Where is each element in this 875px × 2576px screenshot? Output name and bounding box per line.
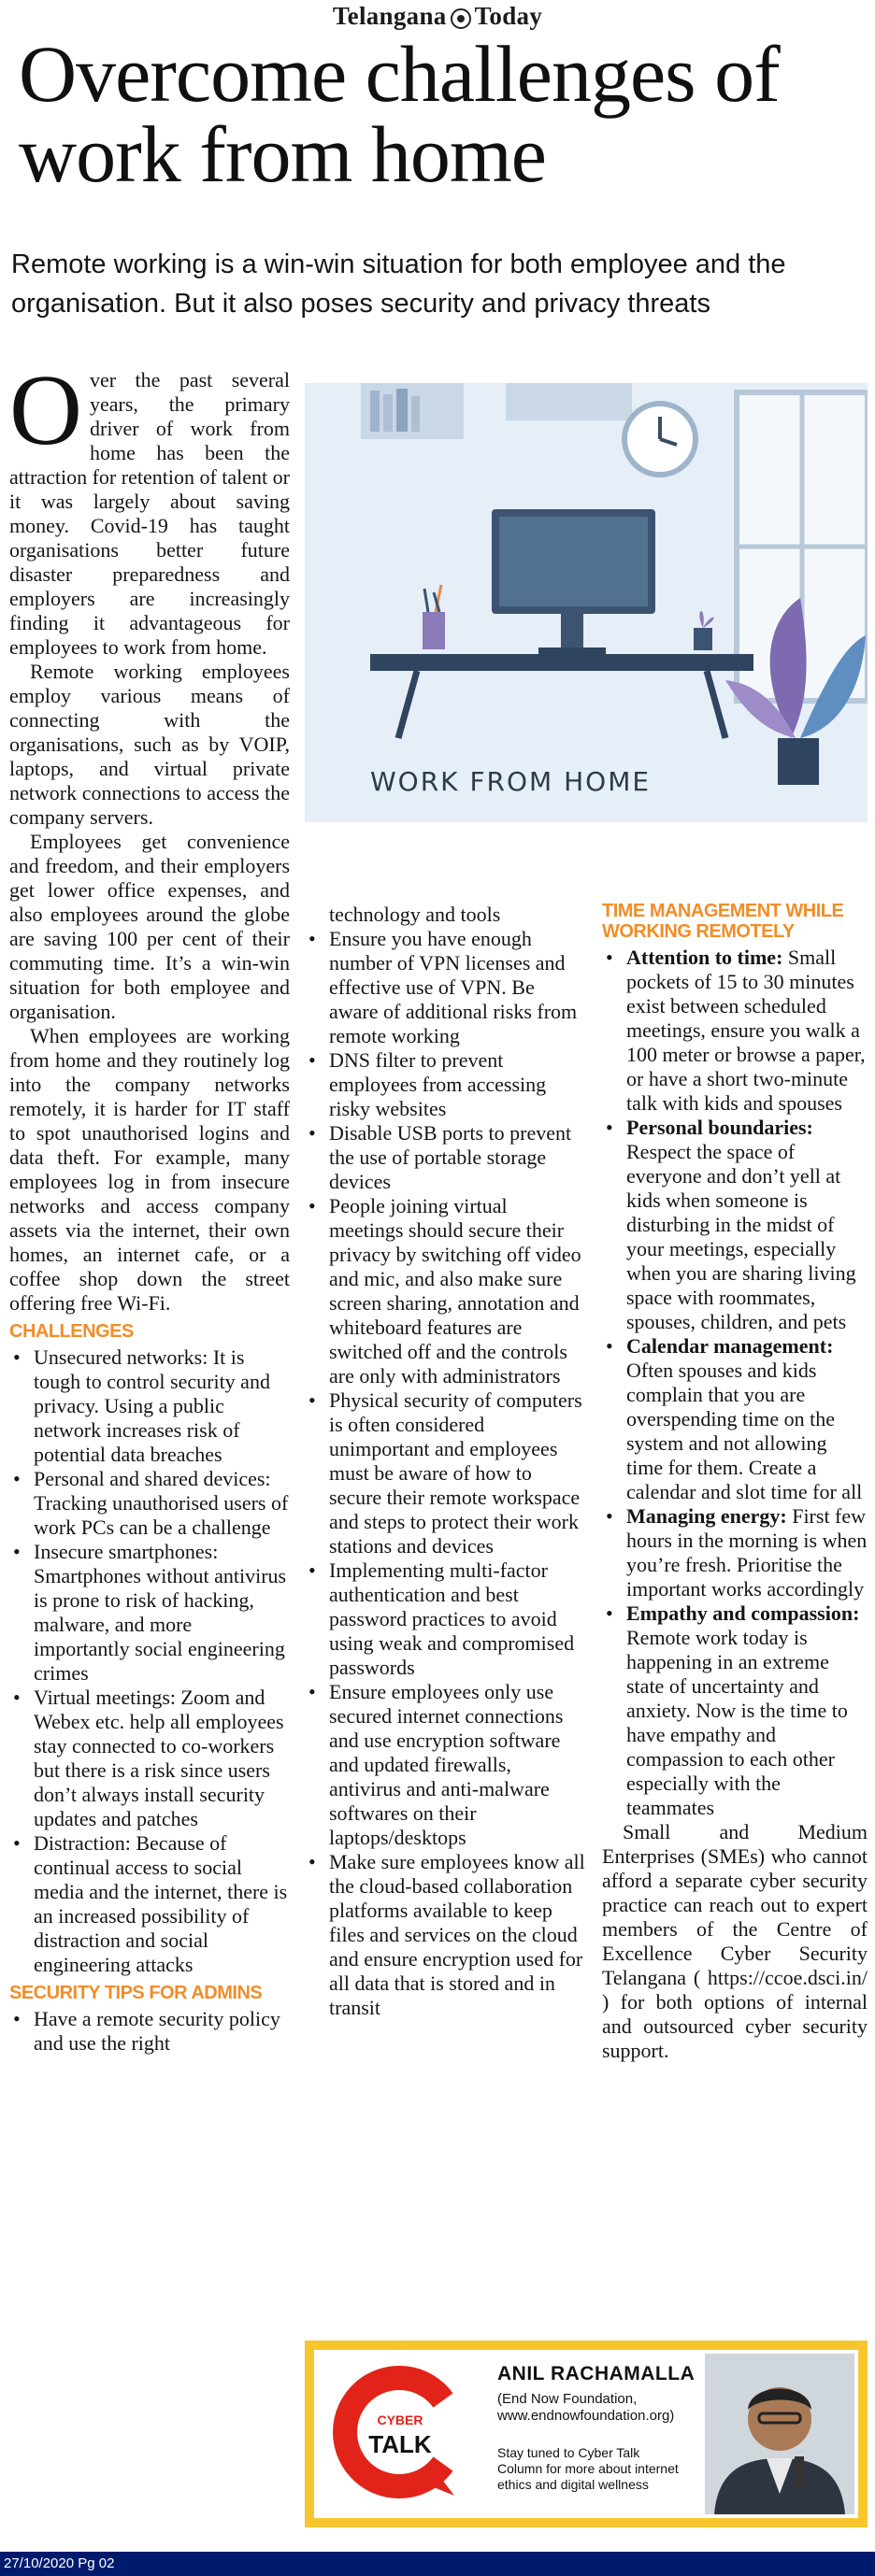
time-management-list — [602, 946, 868, 1820]
cyber-talk-logo-icon — [333, 2363, 462, 2501]
list-item — [602, 946, 868, 1116]
list-item — [602, 1601, 868, 1820]
security-tips-list — [305, 927, 585, 2020]
promo-inner — [314, 2350, 858, 2518]
time-management-heading: TIME MANAGEMENT WHILE WORKING REMOTELY — [602, 901, 844, 942]
intro-paragraph-2: Remote working employees employ various means of connecting with the organisations, such as by VOIP, laptops, and virtual private network connections to access the company servers. — [9, 660, 290, 829]
page-date-label: 27/10/2020 Pg 02 — [4, 2555, 115, 2571]
list-item: • Unsecured networks: It is tough to control security and privacy. Using a public network increases risk of potential data breaches — [9, 1345, 290, 1467]
intro-paragraph-4: When employees are working from home and they routinely log into the company networks remotely, it is harder for IT staff to spot unauthorised logins and data theft. For example, many employees log in from insecure networks and access company assets via the internet, their own homes, an internet cafe, or a coffee shop down the street offering free Wi-Fi. — [9, 1024, 290, 1315]
list-item — [602, 1116, 868, 1334]
list-item: • Implementing multi-factor authentication and best password practices to avoid using weak and compromised passwords — [305, 1558, 585, 1680]
author-org-line-1: (End Now Foundation, — [497, 2391, 638, 2407]
closing-paragraph: Small and Medium Enterprises (SMEs) who cannot afford a separate cyber security practice can reach out to expert members of the Centre of Excellence Cyber Security Telangana ( https://ccoe.dsci.in/ ) for both options of internal and outsourced cyber security support. — [602, 1820, 868, 2062]
emblem-icon — [451, 8, 471, 29]
column-1 — [9, 355, 290, 2056]
list-item — [602, 1504, 868, 1601]
author-name: ANIL RACHAMALLA — [497, 2363, 696, 2384]
item-title: Managing energy: — [626, 1504, 787, 1528]
list-item: • Distraction: Because of continual access to social media and the internet, there is an increased possibility of distraction and social engineering attacks — [9, 1831, 290, 1977]
masthead-right: Today — [474, 2, 543, 30]
column-3 — [602, 895, 868, 2063]
list-item: • Insecure smartphones: Smartphones without antivirus is prone to risk of hacking, malware, and more importantly social engineering crimes — [9, 1540, 290, 1686]
list-item: • Disable USB ports to prevent the use of portable storage devices — [305, 1121, 585, 1194]
intro-paragraph-3: Employees get convenience and freedom, and their employers get lower office expenses, and also employees around the globe are saving 100 per cent of their commuting time. It’s a win-win situation for both employee and organisation. — [9, 830, 290, 1023]
list-item: • People joining virtual meetings should secure their privacy by switching off video and mic, and also make sure screen sharing, annotation and whiteboard features are switched off and the controls are only with administrators — [305, 1194, 585, 1388]
author-org-line-2: www.endnowfoundation.org) — [497, 2408, 675, 2424]
author-org — [497, 2391, 684, 2425]
list-item: • Virtual meetings: Zoom and Webex etc. help all employees stay connected to co-workers but there is a risk since users don’t always install security updates and patches — [9, 1686, 290, 1831]
standfirst: Remote working is a win-win situation for both employee and the organisation. But it also poses security and privacy threats — [11, 249, 786, 319]
masthead-left: Telangana — [332, 2, 447, 30]
security-tips-heading: SECURITY TIPS FOR ADMINS — [9, 1983, 263, 2003]
logo-top-text: CYBER — [377, 2412, 423, 2427]
list-item: • Have a remote security policy and use the right — [9, 2007, 290, 2056]
list-item: • Physical security of computers is often considered unimportant and employees must be aware of how to secure their remote workspace and steps to protect their work stations and devices — [305, 1388, 585, 1558]
item-title: Empathy and compassion: — [626, 1601, 860, 1625]
footer-bar — [0, 2552, 875, 2576]
list-item: • Personal and shared devices: Tracking unauthorised users of work PCs can be a challenge — [9, 1467, 290, 1540]
list-item: • Make sure employees know all the cloud-based collaboration platforms available to keep files and services on the cloud and ensure encryption used for all data that is stored and in transit — [305, 1850, 585, 2020]
logo-bottom-text: TALK — [368, 2430, 432, 2458]
list-item: • DNS filter to prevent employees from accessing risky websites — [305, 1048, 585, 1121]
list-item: • Ensure you have enough number of VPN licenses and effective use of VPN. Be aware of additional risks from remote working — [305, 927, 585, 1048]
item-text: Small pockets of 15 to 30 minutes exist between scheduled meetings, ensure you walk a 100 meter or browse a paper, or have a short two-minute talk with kids and spouses — [626, 946, 866, 1115]
security-tips-list-start — [9, 2007, 290, 2056]
drop-cap: O — [9, 355, 82, 466]
author-photo-icon — [705, 2354, 854, 2514]
item-title: Calendar management: — [626, 1334, 834, 1358]
office-scene-icon — [305, 383, 868, 903]
column-2 — [305, 903, 585, 2020]
item-title: Attention to time: — [626, 946, 783, 969]
cyber-talk-promo — [305, 2341, 868, 2527]
promo-blurb: Stay tuned to Cyber Talk Column for more about internet ethics and digital wellness — [497, 2445, 679, 2492]
challenges-heading: CHALLENGES — [9, 1321, 134, 1342]
item-title: Personal boundaries: — [626, 1116, 813, 1139]
illustration-caption: WORK FROM HOME — [370, 766, 652, 797]
item-text: Remote work today is happening in an extreme state of uncertainty and anxiety. Now is the time to have empathy and compassion to each other especially with the teammates — [626, 1626, 848, 1819]
item-text: Respect the space of everyone and don’t yell at kids when someone is disturbing in the midst of your meetings, especially when you are sharing living space with roommates, spouses, children, and pets — [626, 1140, 856, 1333]
headline: Overcome challenges of work from home — [19, 29, 780, 199]
intro-paragraph-1: Over the past several years, the primary driver of work from home has been the attraction for retention of talent or it was largely about saving money. Covid-19 has taught organisations better future disaster preparedness and employers are increasingly finding it advantageous for employees to work from home. — [9, 355, 290, 659]
challenges-list — [9, 1345, 290, 1977]
list-item — [602, 1334, 868, 1504]
item-text: Often spouses and kids complain that you are overspending time on the system and not allowing time for them. Create a calendar and slot time for all — [626, 1359, 863, 1503]
list-item: • Ensure employees only use secured internet connections and use encryption software and updated firewalls, antivirus and anti-malware softwares on their laptops/desktops — [305, 1680, 585, 1850]
tip-continuation: technology and tools — [329, 903, 501, 926]
item-text: First few hours in the morning is when you’re fresh. Prioritise the important works accordingly — [626, 1504, 868, 1601]
work-from-home-illustration — [305, 383, 868, 903]
